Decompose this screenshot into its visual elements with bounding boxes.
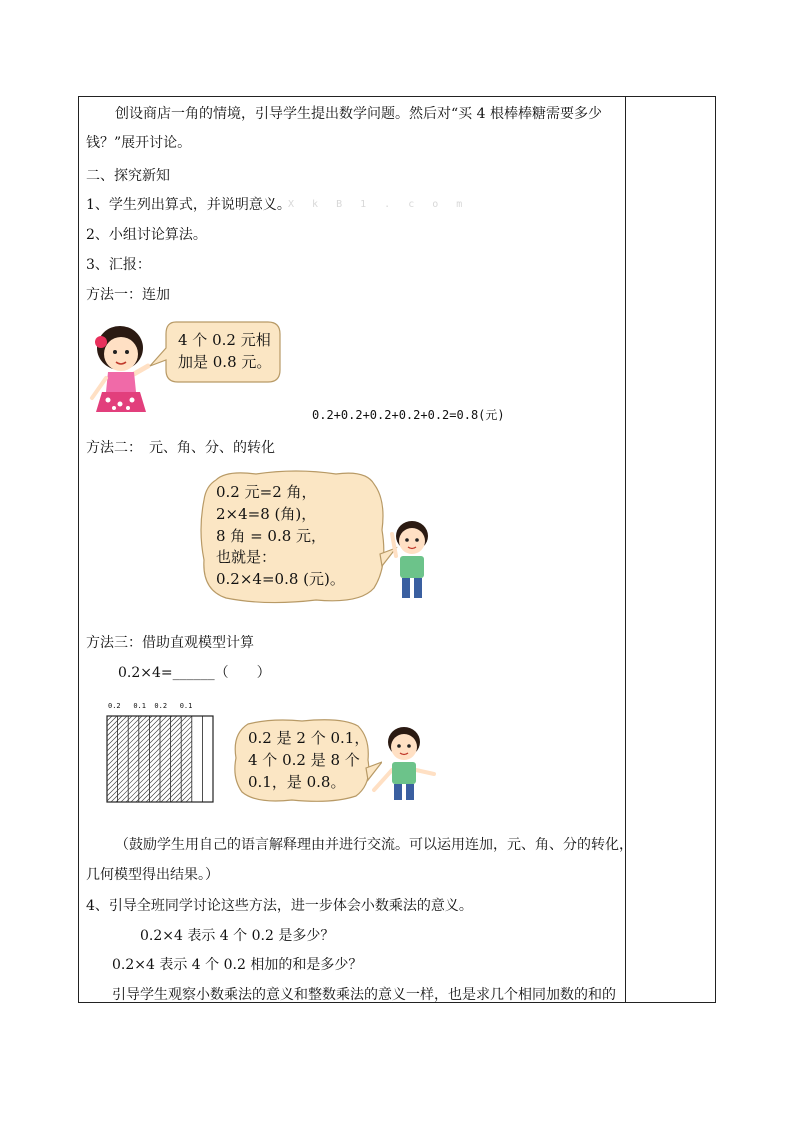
question-1: 0.2×4 表示 4 个 0.2 是多少？ [140, 928, 335, 944]
grid-label: 0.2 [154, 702, 168, 710]
method-3-bubble-line-3: 0.1，是 0.8。 [248, 772, 346, 791]
method-3-bubble-line-1: 0.2 是 2 个 0.1， [248, 729, 370, 747]
question-2: 0.2×4 表示 4 个 0.2 相加的和是多少？ [112, 957, 363, 973]
step-2: 2、小组讨论算法。 [86, 227, 207, 243]
grid-label: 0.2 [108, 702, 121, 710]
method-1-bubble-line-2: 加是 0.8 元。 [178, 353, 272, 371]
step-3: 3、汇报： [86, 257, 151, 273]
method-2-bubble [216, 482, 345, 591]
boy-illustration-1 [388, 516, 436, 604]
method-1-equation: 0.2+0.2+0.2+0.2+0.2=0.8(元) [312, 408, 505, 422]
grid-label-row [108, 702, 192, 710]
method-2-bubble-line-4: 也就是： [216, 548, 277, 567]
last-line: 引导学生观察小数乘法的意义和整数乘法的意义一样，也是求几个相同加数的和的 [112, 987, 616, 1003]
boy-illustration-2 [368, 722, 440, 806]
intro-line-1: 创设商店一角的情境，引导学生提出数学问题。然后对“买 4 根棒棒糖需要多少 [115, 106, 602, 122]
method-2-bubble-line-1: 0.2 元=2 角， [216, 483, 317, 501]
method-1-bubble-line-1: 4 个 0.2 元相 [178, 331, 271, 349]
method-2-bubble-line-2: 2×4=8 (角)， [216, 504, 317, 523]
watermark-text: X k B 1 . c o m [288, 199, 469, 210]
method-2-label: 方法二： 元、角、分、的转化 [86, 440, 275, 456]
grid-label: 0.1 [179, 702, 193, 710]
method-2-bubble-line-3: 8 角 = 0.8 元， [216, 526, 327, 545]
step-1: 1、学生列出算式，并说明意义。 [86, 197, 291, 213]
table-column-divider [625, 96, 626, 1003]
method-3-bubble [248, 728, 369, 793]
intro-line-2: 钱？”展开讨论。 [86, 135, 192, 151]
method-3-equation: 0.2×4=______（ ） [118, 665, 271, 681]
section-heading: 二、探究新知 [86, 168, 170, 184]
encourage-line-1: （鼓励学生用自己的语言解释理由并进行交流。可以运用连加，元、角、分的转化， [115, 837, 633, 853]
method-1-label: 方法一：连加 [86, 287, 170, 303]
method-3-bubble-line-2: 4 个 0.2 是 8 个 [248, 750, 360, 769]
decimal-grid-model [103, 702, 223, 806]
method-2-bubble-line-5: 0.2×4=0.8 (元)。 [216, 570, 345, 588]
method-3-label: 方法三：借助直观模型计算 [86, 635, 254, 651]
grid-label: 0.1 [133, 702, 146, 710]
encourage-line-2: 几何模型得出结果。） [86, 867, 219, 883]
step-4: 4、引导全班同学讨论这些方法，进一步体会小数乘法的意义。 [86, 898, 473, 914]
